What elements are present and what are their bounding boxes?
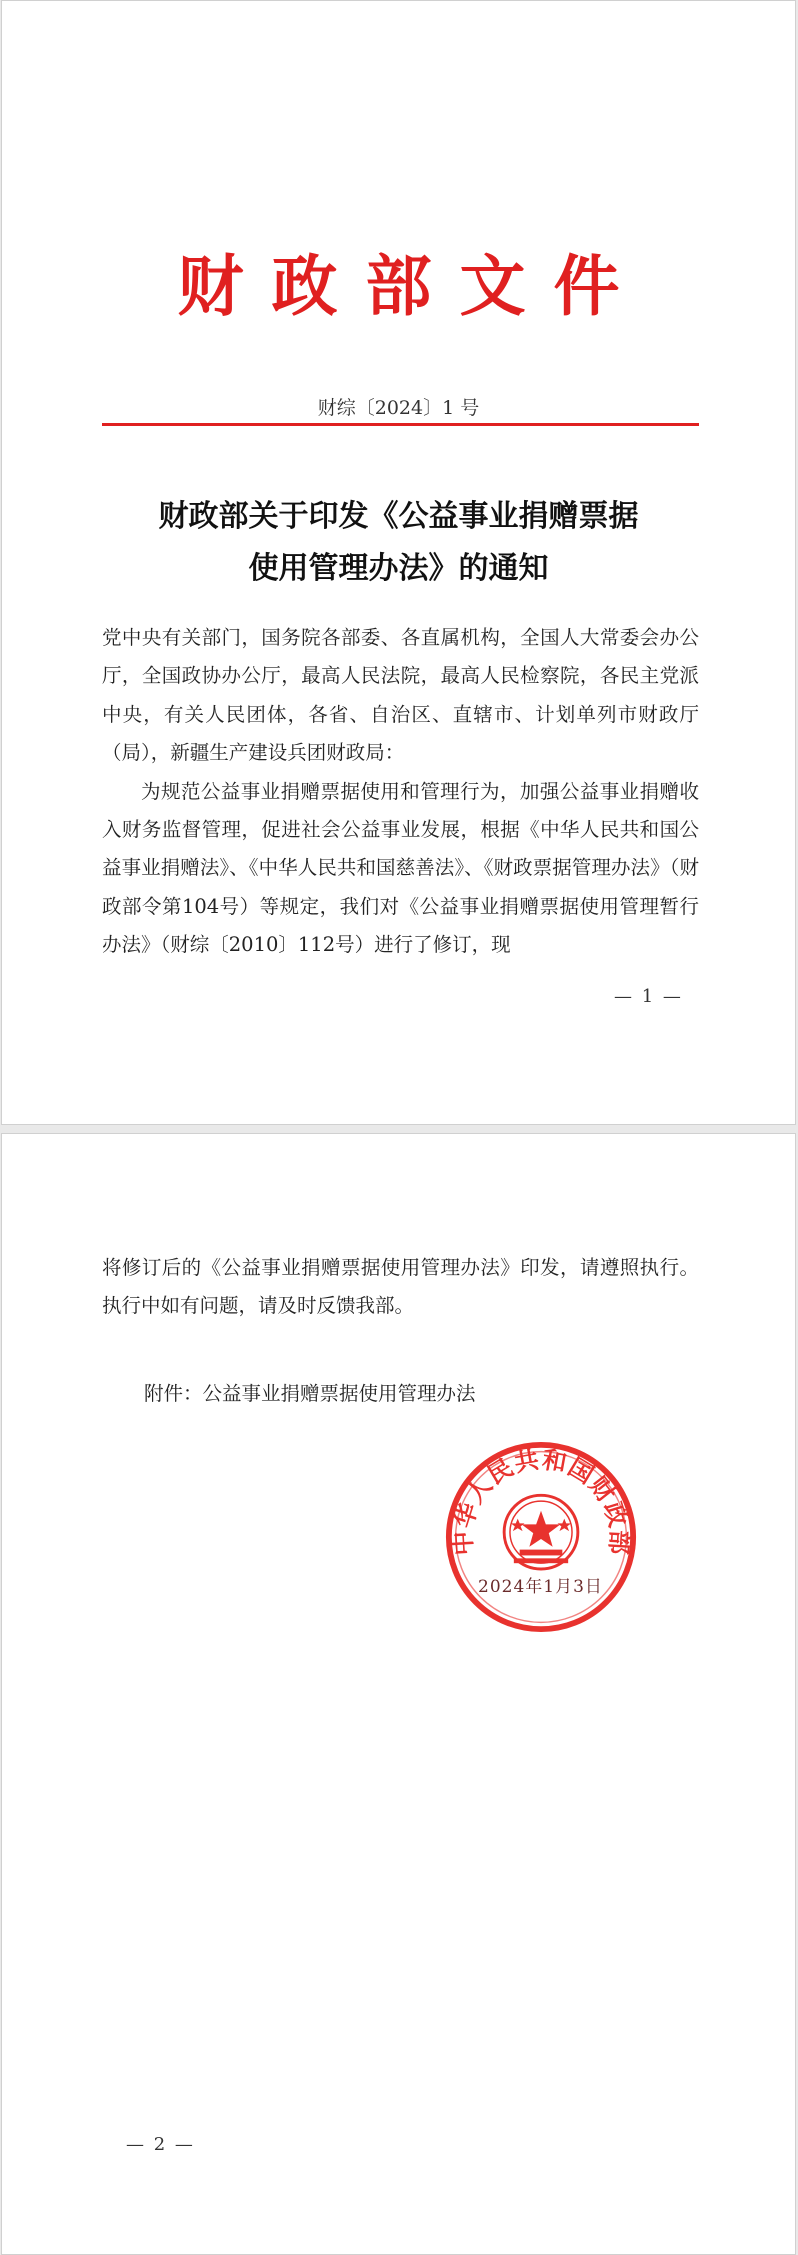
body-paragraph: 为规范公益事业捐赠票据使用和管理行为，加强公益事业捐赠收入财务监督管理，促进社会公益事业发展，根据《中华人民共和国公益事业捐赠法》、《中华人民共和国慈善法》、《财政票据管理办法》（财政部令第104号）等规定，我们对《公益事业捐赠票据使用管理暂行办法》（财综〔2010〕112号）进行了修订，现 bbox=[102, 779, 699, 957]
title-line-2: 使用管理办法》的通知 bbox=[248, 551, 549, 586]
document-page-1 bbox=[1, 0, 796, 1125]
document-title bbox=[2, 491, 795, 595]
attachment-line: 附件：公益事业捐赠票据使用管理办法 bbox=[144, 1382, 476, 1405]
svg-text:中华人民共和国财政部: 中华人民共和国财政部 bbox=[447, 1444, 635, 1557]
signing-date: 2024年1月3日 bbox=[478, 1577, 603, 1597]
document-header: 财政部文件 bbox=[177, 247, 648, 325]
body-text-continued bbox=[102, 1249, 699, 1326]
salutation-paragraph: 党中央有关部门，国务院各部委、各直属机构，全国人大常委会办公厅，全国政协办公厅，最高人民法院，最高人民检察院，各民主党派中央，有关人民团体，各省、自治区、直辖市、计划单列市财政厅（局），新疆生产建设兵团财政局： bbox=[102, 626, 699, 765]
body-text bbox=[102, 619, 699, 965]
document-page-2 bbox=[1, 1133, 796, 2255]
title-line-1: 财政部关于印发《公益事业捐赠票据 bbox=[158, 499, 639, 534]
official-seal-icon bbox=[444, 1440, 638, 1634]
red-divider bbox=[102, 423, 699, 426]
document-number: 财综〔2024〕1 号 bbox=[317, 397, 480, 419]
page-number: — 2 — bbox=[126, 2134, 195, 2155]
continued-paragraph: 将修订后的《公益事业捐赠票据使用管理办法》印发，请遵照执行。执行中如有问题，请及时反馈我部。 bbox=[102, 1256, 699, 1318]
page-number: — 1 — bbox=[614, 986, 683, 1007]
